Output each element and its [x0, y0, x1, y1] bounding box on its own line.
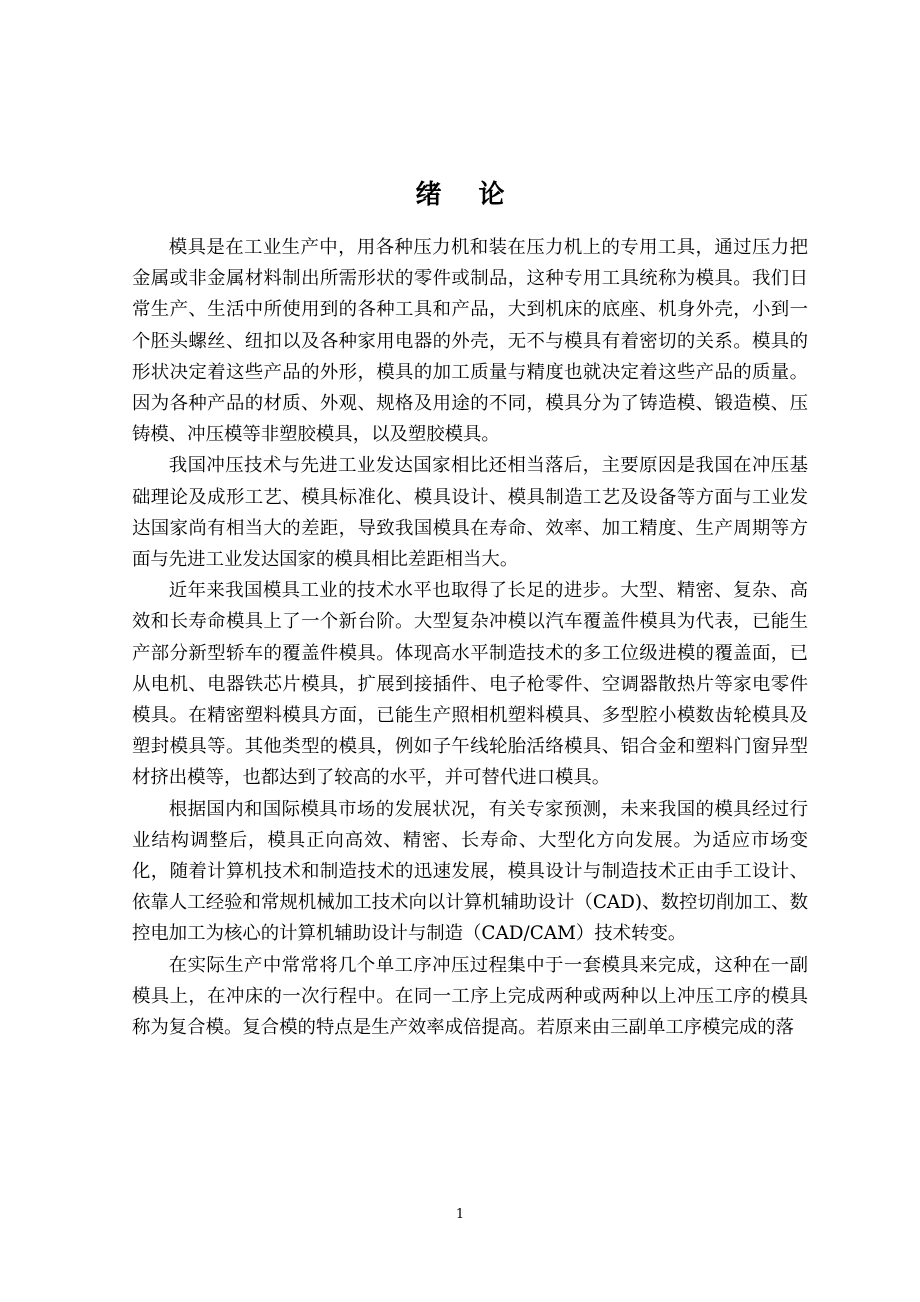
paragraph-5: 在实际生产中常常将几个单工序冲压过程集中于一套模具来完成，这种在一副模具上，在冲床的一次行程中。在同一工序上完成两种或两种以上冲压工序的模具称为复合模。复合模的特点是生产效率成倍提高。若原来由三副单工序模完成的落 — [132, 954, 808, 1039]
paragraph-3: 近年来我国模具工业的技术水平也取得了长足的进步。大型、精密、复杂、高效和长寿命模具上了一个新台阶。大型复杂冲模以汽车覆盖件模具为代表，已能生产部分新型轿车的覆盖件模具。体现高水平制造技术的多工位级进模的覆盖面，已从电机、电器铁芯片模具，扩展到接插件、电子枪零件、空调器散热片等家电零件模具。在精密塑料模具方面，已能生产照相机塑料模具、多型腔小模数齿轮模具及塑封模具等。其他类型的模具，例如子午线轮胎活络模具、铝合金和塑料门窗异型材挤出模等，也都达到了较高的水平，并可替代进口模具。 — [132, 580, 808, 789]
paragraph-1: 模具是在工业生产中，用各种压力机和装在压力机上的专用工具，通过压力把金属或非金属材料制出所需形状的零件或制品，这种专用工具统称为模具。我们日常生产、生活中所使用到的各种工具和产品，大到机床的底座、机身外壳，小到一个胚头螺丝、纽扣以及各种家用电器的外壳，无不与模具有着密切的关系。模具的形状决定着这些产品的外形，模具的加工质量与精度也就决定着这些产品的质量。因为各种产品的材质、外观、规格及用途的不同，模具分为了铸造模、锻造模、压铸模、冲压模等非塑胶模具，以及塑胶模具。 — [132, 237, 808, 446]
paragraph-4: 根据国内和国际模具市场的发展状况，有关专家预测，未来我国的模具经过行业结构调整后，模具正向高效、精密、长寿命、大型化方向发展。为适应市场变化，随着计算机技术和制造技术的迅速发展，模具设计与制造技术正由手工设计、依靠人工经验和常规机械加工技术向以计算机辅助设计（CAD)、数控切削加工、数控电加工为核心的计算机辅助设计与制造（CAD/CAM）技术转变。 — [132, 798, 808, 945]
paragraph-2: 我国冲压技术与先进工业发达国家相比还相当落后，主要原因是我国在冲压基础理论及成形工艺、模具标准化、模具设计、模具制造工艺及设备等方面与工业发达国家尚有相当大的差距，导致我国模具在寿命、效率、加工精度、生产周期等方面与先进工业发达国家的模具相比差距相当大。 — [132, 455, 808, 571]
body-text — [132, 232, 808, 1043]
chapter-title: 绪 论 — [415, 180, 519, 211]
page-number: 1 — [455, 1207, 465, 1222]
